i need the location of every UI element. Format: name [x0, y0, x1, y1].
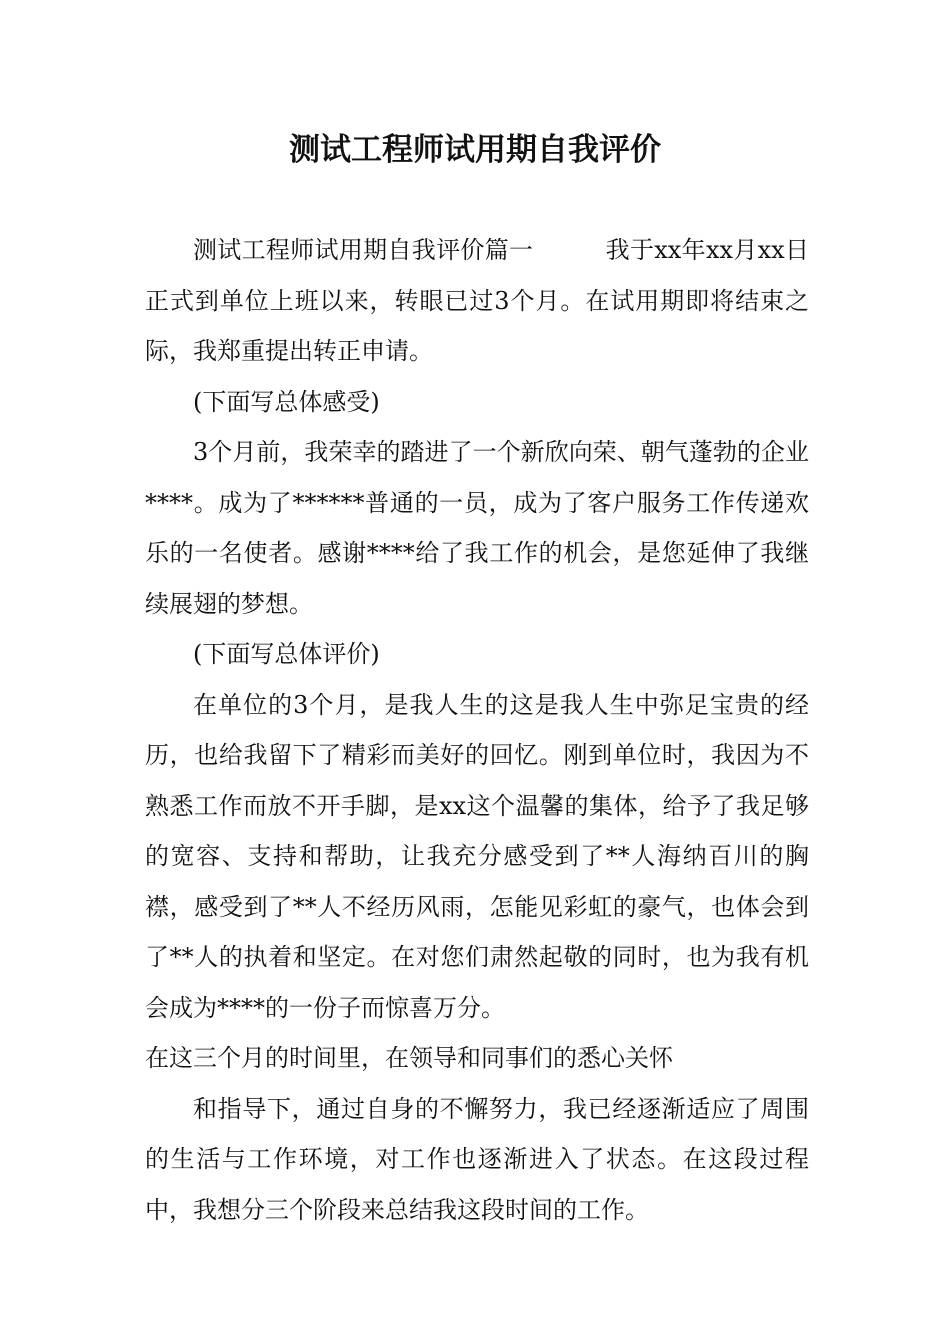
paragraph-three-months: 在这三个月的时间里，在领导和同事们的悉心关怀 — [145, 1044, 673, 1072]
intro-text: 我于xx年xx月xx日正式到单位上班以来，转眼已过3个月。在试用期即将结束之际，我郑重提出转正申请。 — [145, 236, 810, 365]
paragraph-experience: 在单位的3个月，是我人生的这是我人生中弥足宝贵的经历，也给我留下了精彩而美好的回忆。刚到单位时，我因为不熟悉工作而放不开手脚，是xx这个温馨的集体，给予了我足够的宽容、支持和帮助，让我充分感受到了**人海纳百川的胸襟，感受到了**人不经历风雨，怎能见彩虹的豪气，也体会到了**人的执着和坚定。在对您们肃然起敬的同时，也为我有机会成为****的一份子而惊喜万分。 — [145, 690, 809, 1022]
paragraph-overall-evaluation-note: (下面写总体评价) — [193, 640, 380, 668]
intro-paragraph — [145, 225, 809, 377]
paragraph-guidance: 和指导下，通过自身的不懈努力，我已经逐渐适应了周围的生活与工作环境，对工作也逐渐进入了状态。在这段过程中，我想分三个阶段来总结我这段时间的工作。 — [145, 1094, 809, 1224]
paragraph-joining: 3个月前，我荣幸的踏进了一个新欣向荣、朝气蓬勃的企业****。成为了******普通的一员，成为了客户服务工作传递欢乐的一名使者。感谢****给了我工作的机会，是您延伸了我继续展翅的梦想。 — [145, 438, 809, 618]
document-title: 测试工程师试用期自我评价 — [289, 132, 661, 168]
intro-heading: 测试工程师试用期自我评价篇一 — [193, 236, 534, 264]
paragraph-overall-feeling-note: (下面写总体感受) — [193, 387, 380, 416]
document-body — [145, 225, 809, 1235]
